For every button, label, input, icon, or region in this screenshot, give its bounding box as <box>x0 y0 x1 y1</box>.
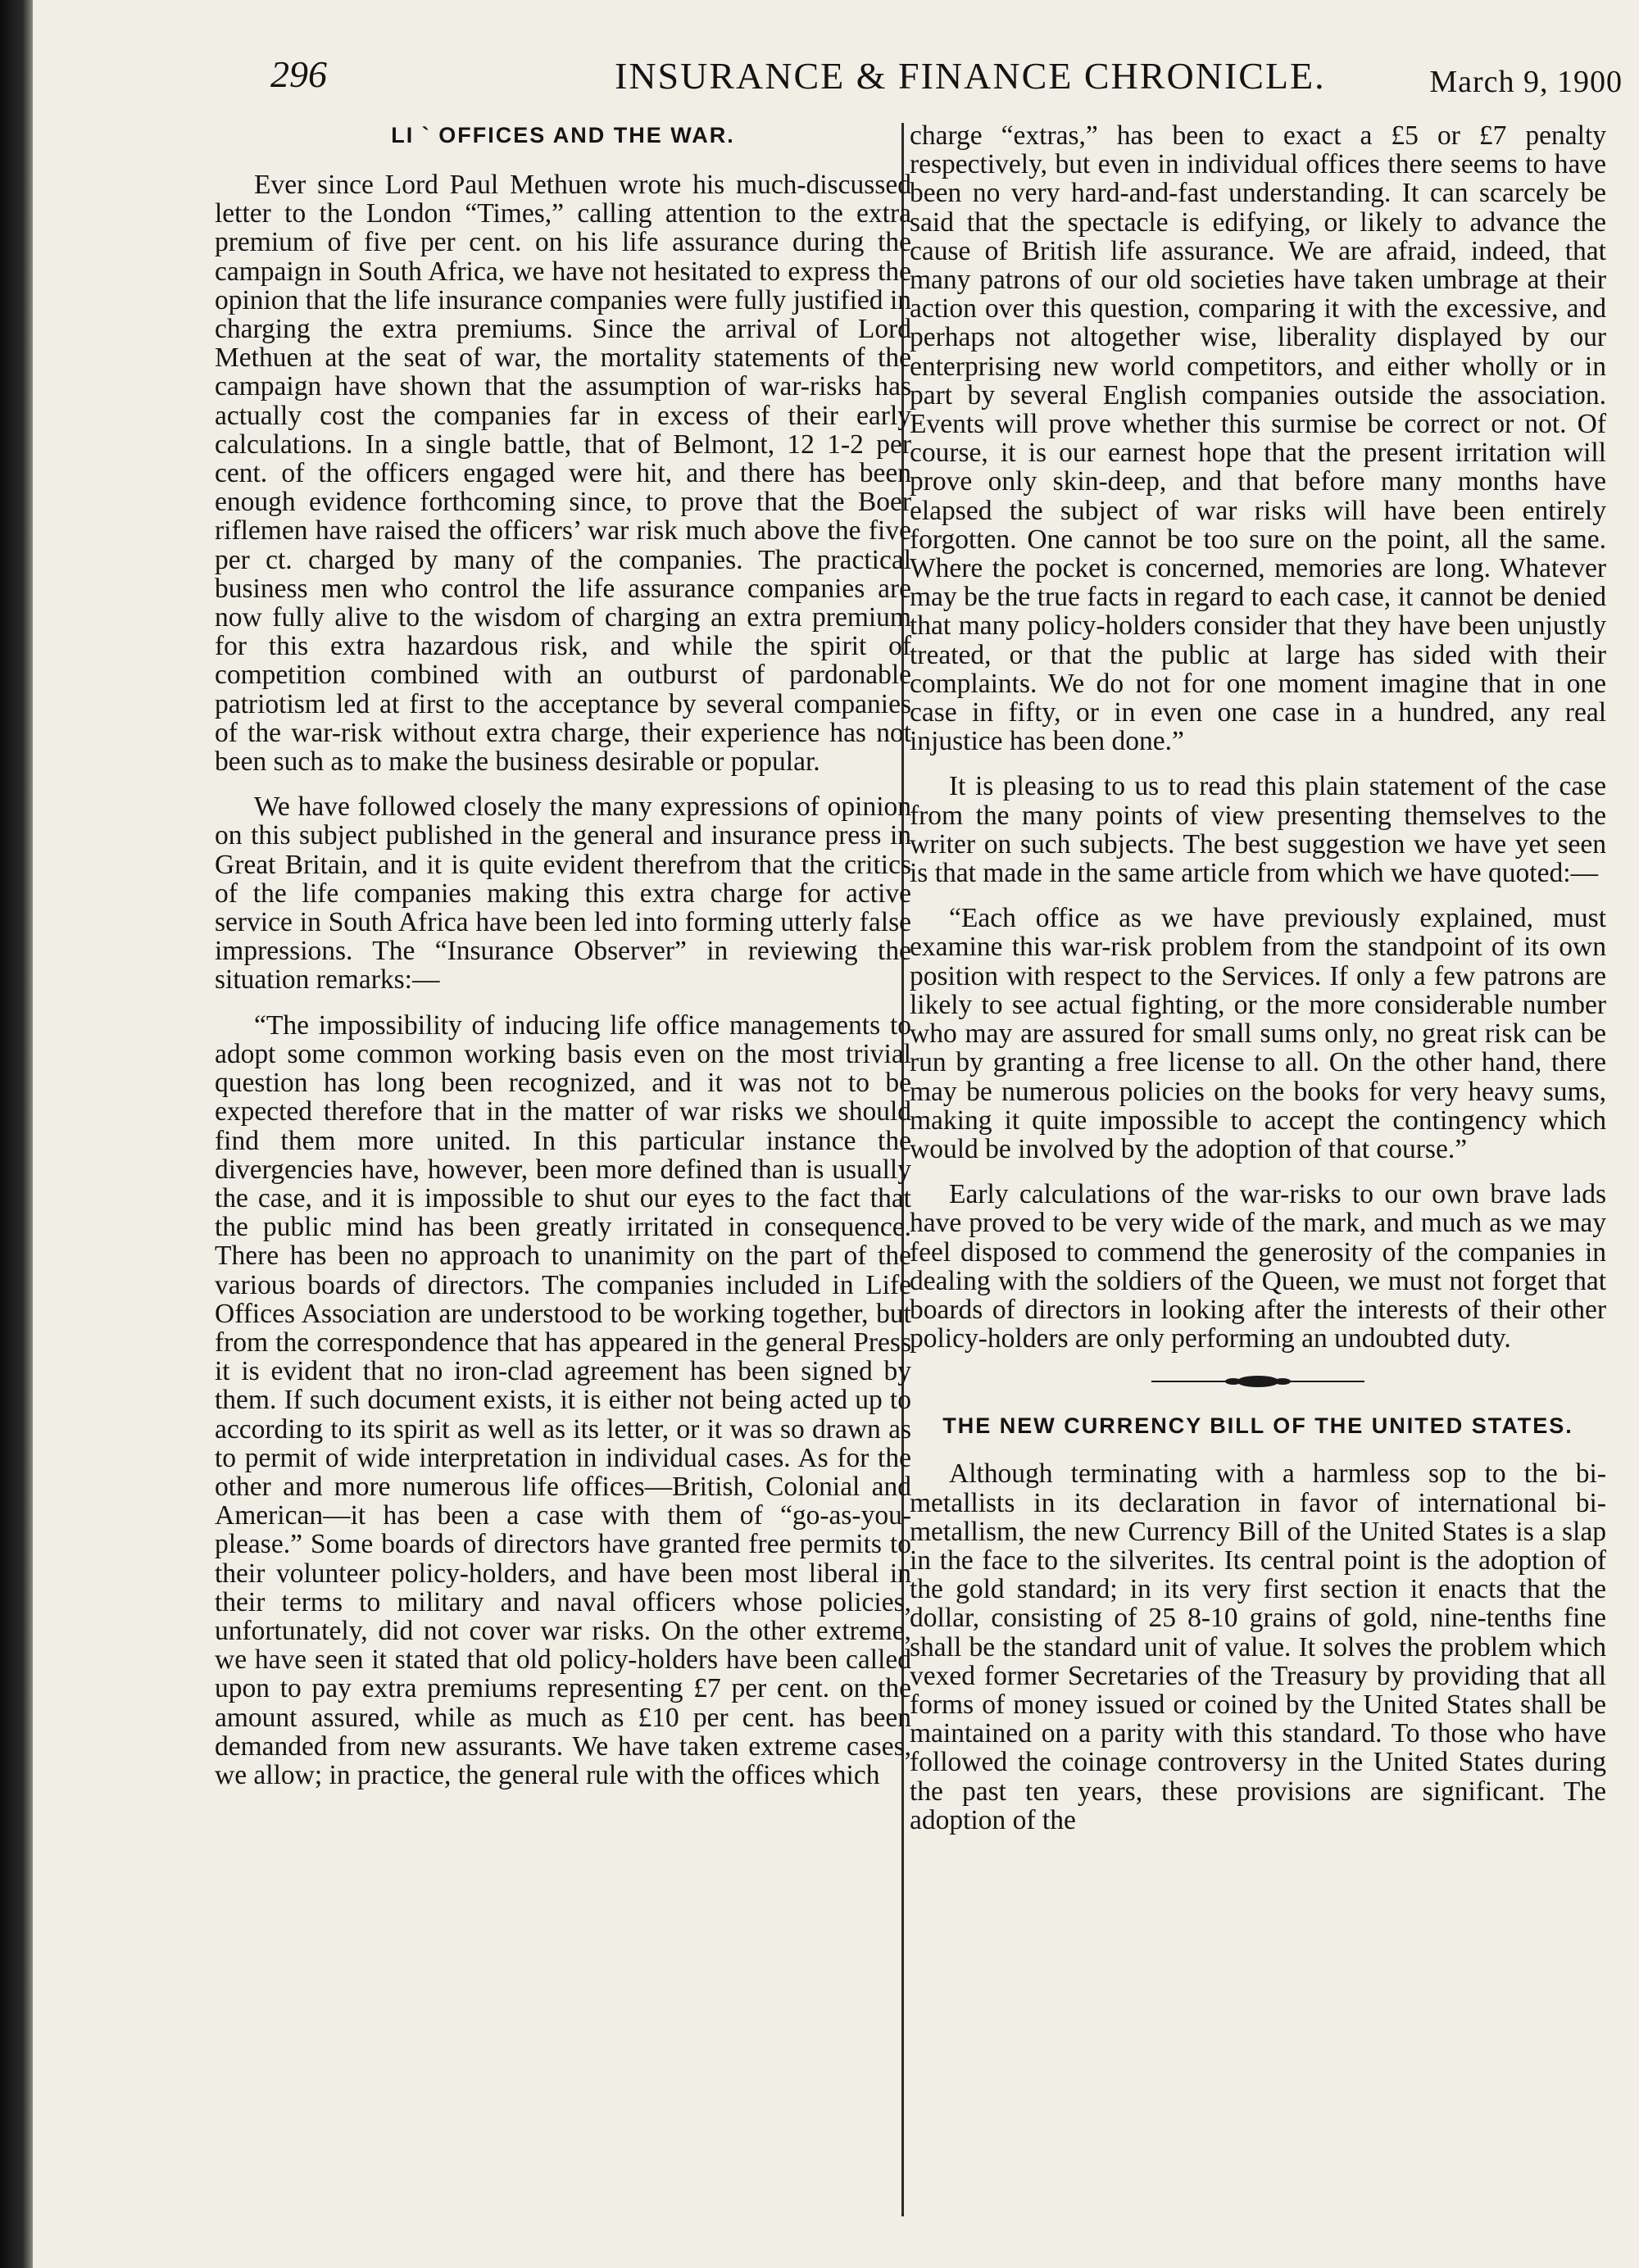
right-column <box>910 121 1606 1851</box>
article-title-currency-bill: THE NEW CURRENCY BILL OF THE UNITED STATES. <box>942 1413 1573 1439</box>
issue-date: March 9, 1900 <box>1429 65 1623 99</box>
newspaper-page <box>33 0 1639 2268</box>
quoted-paragraph: “The impossibility of inducing life office managements to adopt some common working basis even on the most trivial question has long been recognized, and it was not to be expected therefore that in the matter of war risks we should find them more united. In this particular instance the divergencies have, however, been more defined than is usually the case, and it is impossible to shut our eyes to the fact that the public mind has been greatly irritated in consequence. There has been no approach to unanimity on the part of the various boards of directors. The companies included in Life Offices Association are understood to be working together, but from the correspondence that has appeared in the general Press it is evident that no iron-clad agreement has been signed by them. If such document exists, it is either not being acted up to according to its spirit as well as its letter, or it was so drawn as to permit of wide interpretation in individual cases. As for the other and more numerous life offices—British, Colonial and American—it has been a case with them of “go-as-you-please.” Some boards of directors have granted free permits to their volunteer policy-holders, and have been most liberal in their terms to military and naval officers whose policies, unfortunately, did not cover war risks. On the other extreme, we have seen it stated that old policy-holders have been called upon to pay extra premiums representing £7 per cent. on the amount assured, while as much as £10 per cent. has been demanded from new assurants. We have taken extreme cases, we allow; in practice, the general rule with the offices which <box>215 1009 911 1790</box>
left-column <box>215 121 911 1806</box>
paragraph: Ever since Lord Paul Methuen wrote his much-discussed letter to the London “Times,” calling attention to the extra premium of five per cent. on his life assurance during the campaign in South Africa, we have not hesitated to express the opinion that the life insurance companies were fully justified in charging the extra premiums. Since the arrival of Lord Methuen at the seat of war, the mortality statements of the campaign have shown that the assumption of war-risks has actually cost the companies far in excess of their early calculations. In a single battle, that of Belmont, 12 1-2 per cent. of the officers engaged were hit, and there has been enough evidence forthcoming since, to prove that the Boer riflemen have raised the officers’ war risk much above the five per ct. charged by many of the companies. The practical business men who control the life assurance companies are now fully alive to the wisdom of charging an extra premium for this extra hazardous risk, and while the spirit of competition combined with an outburst of pardonable patriotism led at first to the acceptance by several companies of the war-risk without extra charge, their experience has not been such as to make the business desirable or popular. <box>215 170 911 778</box>
page-header <box>270 39 1623 105</box>
page-number: 296 <box>270 53 327 95</box>
quoted-paragraph: “Each office as we have previously explained, must examine this war-risk problem from the standpoint of its own position with respect to the Services. If only a few patrons are likely to see actual fighting, or the more considerable number who may are assured for small sums only, no great risk can be run by granting a free license to all. On the other hand, there may be numerous policies on the books for very heavy sums, making it quite impossible to accept the contingency which would be involved by the adoption of that course.” <box>910 903 1606 1164</box>
paragraph: Early calculations of the war-risks to our own brave lads have proved to be very wide of the mark, and much as we may feel disposed to commend the generosity of the companies in dealing with the soldiers of the Queen, we must not forget that boards of directors in looking after the interests of their other policy-holders are only performing an undoubted duty. <box>910 1179 1606 1354</box>
paragraph: We have followed closely the many expressions of opinion on this subject published in the general and insurance press in Great Britain, and it is quite evident therefrom that the critics of the life companies making this extra charge for active service in South Africa have been led into forming utterly false impressions. The “Insurance Observer” in reviewing the situation remarks:— <box>215 792 911 996</box>
paragraph: Although terminating with a harmless sop to the bi-metallists in its declaration in favor of international bi-metallism, the new Currency Bill of the United States is a slap in the face to the silverites. Its central point is the adoption of the gold standard; in its very first section it enacts that the dollar, consisting of 25 8-10 grains of gold, nine-tenths fine shall be the standard unit of value. It solves the problem which vexed former Secretaries of the Treasury by providing that all forms of money issued or coined by the United States shall be maintained on a parity with this standard. To those who have followed the coinage controversy in the United States during the past ten years, these provisions are significant. The adoption of the <box>910 1458 1606 1835</box>
running-title: INSURANCE & FINANCE CHRONICLE. <box>615 55 1326 97</box>
section-divider-ornament <box>1135 1369 1381 1394</box>
continued-paragraph: charge “extras,” has been to exact a £5 or £7 penalty respectively, but even in individual offices there seems to have been no very hard-and-fast understanding. It can scarcely be said that the spectacle is edifying, or likely to advance the cause of British life assurance. We are afraid, indeed, that many patrons of our old societies have taken umbrage at their action over this question, comparing it with the excessive, and perhaps not altogether wise, liberality displayed by our enterprising new world competitors, and either wholly or in part by several English companies outside the association. Events will prove whether this surmise be correct or not. Of course, it is our earnest hope that the present irritation will prove only skin-deep, and that before many months have elapsed the subject of war risks will have been entirely forgotten. One cannot be too sure on the point, all the same. Where the pocket is concerned, memories are long. Whatever may be the true facts in regard to each case, it cannot be denied that many policy-holders consider that they have been unjustly treated, or that the public at large has sided with their complaints. We do not for one moment imagine that in one case in fifty, or in even one case in a hundred, any real injustice has been done.” <box>910 120 1606 757</box>
scan-edge <box>0 0 33 2268</box>
article-title-life-offices: LI ` OFFICES AND THE WAR. <box>391 123 735 147</box>
paragraph: It is pleasing to us to read this plain statement of the case from the many points of view presenting themselves to the writer on such subjects. The best suggestion we have yet seen is that made in the same article from which we have quoted:— <box>910 771 1606 889</box>
